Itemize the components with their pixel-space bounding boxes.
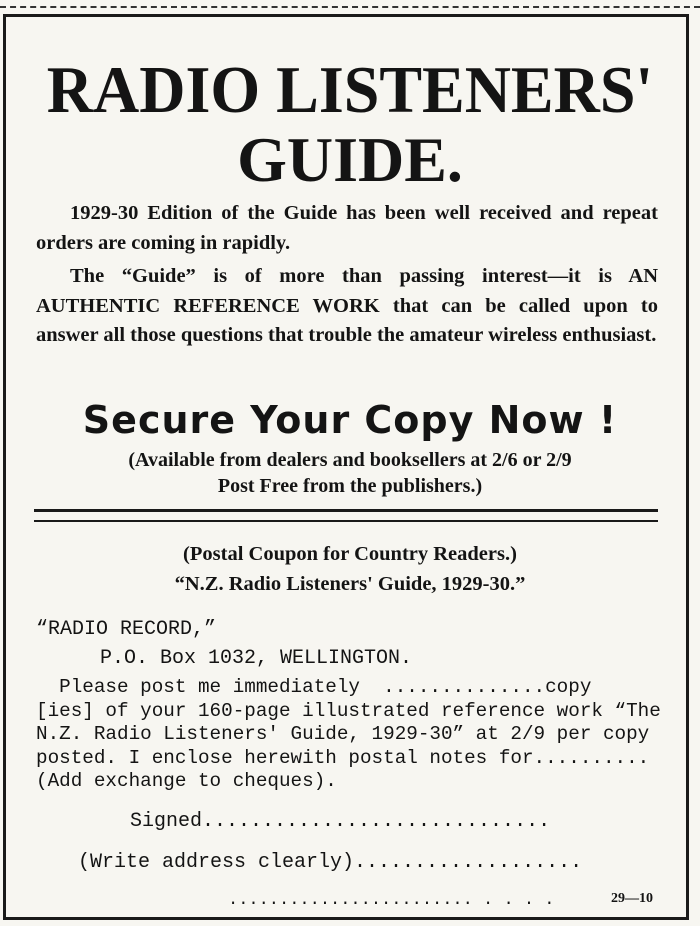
address-line-1: “RADIO RECORD,” [36,618,217,641]
coupon-heading: (Postal Coupon for Country Readers.) [183,543,517,565]
address-line-2: P.O. Box 1032, WELLINGTON. [100,647,413,670]
availability-line-1: (Available from dealers and booksellers at 2/6 or 2/9 [128,449,572,471]
coupon-subheading: “N.Z. Radio Listeners' Guide, 1929-30.” [174,573,526,595]
availability-line-2: Post Free from the publishers.) [217,475,483,497]
address-field[interactable]: (Write address clearly)................... [78,851,583,874]
intro-paragraph-1: 1929-30 Edition of the Guide has been well received and repeat orders are coming in rapidly. [36,202,658,254]
call-to-action-title: Secure Your Copy Now ! [82,398,618,442]
section-divider [34,509,658,522]
availability-note [40,447,660,499]
order-text: Please post me immediately ..............copy [ies] of your 160-page illustrated reference work “The N.Z. Radio Listeners' Guide, 1929-30” at 2/9 per copy posted. I enclose herewith postal notes for.......... (Add exchange to cheques). [36,676,661,792]
address-blank-line[interactable]: ........................ . . . . [228,891,555,910]
intro-paragraph-2: The “Guide” is of more than passing interest—it is AN AUTHENTIC REFERENCE WORK that can be called upon to answer all those questions that trouble the amateur wireless enthusiast. [36,265,658,346]
top-border-dashes [0,0,700,8]
ad-code: 29—10 [611,891,653,906]
signed-field[interactable]: Signed............................. [130,810,551,833]
headline-line-2: GUIDE. [237,124,463,195]
headline-line-1: RADIO LISTENERS' [46,52,654,127]
